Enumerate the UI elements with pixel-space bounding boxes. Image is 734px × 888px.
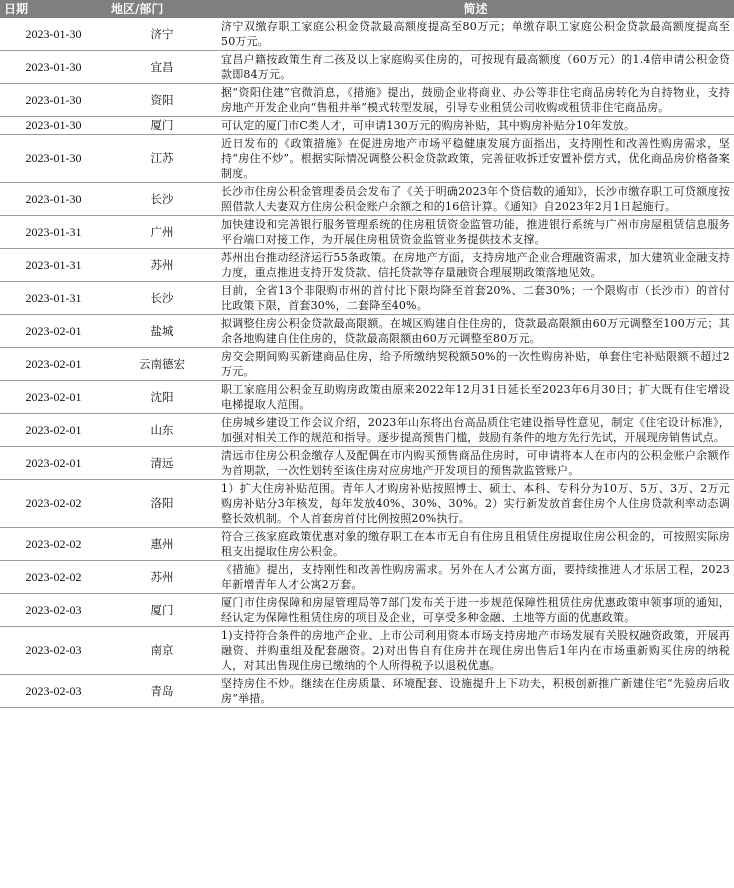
row-desc: 厦门市住房保障和房屋管理局等7部门发布关于进一步规范保障性租赁住房优惠政策申领事项的通知，经认定为保障性租赁住房的项目及企业，可享受多种金融、土地等方面的优惠政策。 bbox=[217, 594, 734, 627]
row-date: 2023-02-02 bbox=[0, 480, 107, 528]
table-row bbox=[0, 117, 734, 135]
row-desc: 据“资阳住建”官微消息，《措施》提出，鼓励企业将商业、办公等非住宅商品房转化为自持物业，支持房地产开发企业向“售租并举”模式转型发展，引导专业租赁公司收购或租赁非住宅商品房。 bbox=[217, 84, 734, 117]
row-region: 青岛 bbox=[107, 675, 217, 708]
table-row bbox=[0, 381, 734, 414]
row-region: 清远 bbox=[107, 447, 217, 480]
row-region: 长沙 bbox=[107, 183, 217, 216]
row-desc: 宜昌户籍按政策生育二孩及以上家庭购买住房的，可按现有最高额度（60万元）的1.4倍申请公积金贷款即84万元。 bbox=[217, 51, 734, 84]
row-date: 2023-02-01 bbox=[0, 381, 107, 414]
row-region: 宜昌 bbox=[107, 51, 217, 84]
table-row bbox=[0, 51, 734, 84]
header-region: 地区/部门 bbox=[107, 0, 217, 18]
table-row bbox=[0, 561, 734, 594]
row-date: 2023-01-31 bbox=[0, 249, 107, 282]
row-region: 惠州 bbox=[107, 528, 217, 561]
table-row bbox=[0, 348, 734, 381]
row-desc: 符合三孩家庭政策优惠对象的缴存职工在本市无自有住房且租赁住房提取住房公积金的，可按照实际房租支出提取住房公积金。 bbox=[217, 528, 734, 561]
row-desc: 清远市住房公积金缴存人及配偶在市内购买预售商品住房时，可申请将本人在市内的公积金账户余额作为首期款，一次性划转至该住房对应房地产开发项目的预售款监管账户。 bbox=[217, 447, 734, 480]
row-desc: 住房城乡建设工作会议介绍，2023年山东将出台高品质住宅建设指导性意见，制定《住宅设计标准》，加强对相关工作的规范和指导。逐步提高预售门槛，鼓励有条件的地方先行先试，开展现房销售试点。 bbox=[217, 414, 734, 447]
row-date: 2023-02-01 bbox=[0, 348, 107, 381]
row-date: 2023-01-30 bbox=[0, 18, 107, 51]
table-row bbox=[0, 315, 734, 348]
table-row bbox=[0, 216, 734, 249]
table-header-row bbox=[0, 0, 734, 18]
row-region: 厦门 bbox=[107, 594, 217, 627]
row-region: 苏州 bbox=[107, 249, 217, 282]
row-desc: 目前，全省13个非限购市州的首付比下限均降至首套20%、二套30%；一个限购市（长沙市）的首付比政策下限，首套30%，二套降至40%。 bbox=[217, 282, 734, 315]
table-row bbox=[0, 135, 734, 183]
row-date: 2023-01-30 bbox=[0, 51, 107, 84]
row-region: 沈阳 bbox=[107, 381, 217, 414]
table-row bbox=[0, 594, 734, 627]
row-desc: 房交会期间购买新建商品住房，给予所缴纳契税额50%的一次性购房补贴，单套住宅补贴限额不超过2万元。 bbox=[217, 348, 734, 381]
row-date: 2023-02-02 bbox=[0, 528, 107, 561]
row-region: 广州 bbox=[107, 216, 217, 249]
row-date: 2023-01-31 bbox=[0, 216, 107, 249]
table-row bbox=[0, 447, 734, 480]
table-row bbox=[0, 183, 734, 216]
row-region: 厦门 bbox=[107, 117, 217, 135]
row-date: 2023-02-01 bbox=[0, 414, 107, 447]
row-date: 2023-02-01 bbox=[0, 315, 107, 348]
row-date: 2023-01-30 bbox=[0, 135, 107, 183]
row-date: 2023-02-03 bbox=[0, 627, 107, 675]
row-region: 长沙 bbox=[107, 282, 217, 315]
row-region: 资阳 bbox=[107, 84, 217, 117]
row-date: 2023-02-03 bbox=[0, 675, 107, 708]
table-row bbox=[0, 18, 734, 51]
row-region: 云南德宏 bbox=[107, 348, 217, 381]
table-row bbox=[0, 84, 734, 117]
table-row bbox=[0, 282, 734, 315]
table-body bbox=[0, 18, 734, 708]
row-desc: 加快建设和完善银行服务管理系统的住房租赁资金监管功能，推进银行系统与广州市房屋租赁信息服务平台端口对接工作，为开展住房租赁资金监管业务提供技术支撑。 bbox=[217, 216, 734, 249]
row-date: 2023-02-01 bbox=[0, 447, 107, 480]
row-desc: 《措施》提出，支持刚性和改善性购房需求。另外在人才公寓方面，要持续推进人才乐居工程，2023年新增青年人才公寓2万套。 bbox=[217, 561, 734, 594]
row-desc: 苏州出台推动经济运行55条政策。在房地产方面，支持房地产企业合理融资需求，加大建筑业金融支持力度，重点推进支持开发贷款、信托贷款等存量融资合理展期政策落地见效。 bbox=[217, 249, 734, 282]
row-date: 2023-02-03 bbox=[0, 594, 107, 627]
row-desc: 1)支持符合条件的房地产企业、上市公司利用资本市场支持房地产市场发展有关股权融资政策，开展再融资、并购重组及配套融资。2)对出售自有住房并在现住房出售后1年内在市场重新购买住房的纳税人，对其出售现住房已缴纳的个人所得税予以退税优惠。 bbox=[217, 627, 734, 675]
table-row bbox=[0, 414, 734, 447]
row-region: 洛阳 bbox=[107, 480, 217, 528]
row-region: 盐城 bbox=[107, 315, 217, 348]
row-desc: 坚持房住不炒。继续在住房质量、环境配套、设施提升上下功夫，积极创新推广新建住宅“先验房后收房”举措。 bbox=[217, 675, 734, 708]
row-region: 南京 bbox=[107, 627, 217, 675]
table-row bbox=[0, 528, 734, 561]
header-desc: 简述 bbox=[217, 0, 734, 18]
row-region: 苏州 bbox=[107, 561, 217, 594]
table-row bbox=[0, 249, 734, 282]
row-date: 2023-01-30 bbox=[0, 183, 107, 216]
row-desc: 长沙市住房公积金管理委员会发布了《关于明确2023年个贷信数的通知》，长沙市缴存职工可贷额度按照借款人夫妻双方住房公积金账户余额之和的16倍计算。《通知》自2023年2月1日起施行。 bbox=[217, 183, 734, 216]
row-region: 山东 bbox=[107, 414, 217, 447]
row-desc: 职工家庭用公积金互助购房政策由原来2022年12月31日延长至2023年6月30日；扩大既有住宅增设电梯提取人范围。 bbox=[217, 381, 734, 414]
row-date: 2023-01-30 bbox=[0, 117, 107, 135]
row-date: 2023-01-30 bbox=[0, 84, 107, 117]
row-date: 2023-01-31 bbox=[0, 282, 107, 315]
row-region: 济宁 bbox=[107, 18, 217, 51]
table-row bbox=[0, 675, 734, 708]
table-row bbox=[0, 480, 734, 528]
row-region: 江苏 bbox=[107, 135, 217, 183]
table-row bbox=[0, 627, 734, 675]
row-desc: 济宁双缴存职工家庭公积金贷款最高额度提高至80万元；单缴存职工家庭公积金贷款最高额度提高至50万元。 bbox=[217, 18, 734, 51]
row-desc: 近日发布的《政策措施》在促进房地产市场平稳健康发展方面指出，支持刚性和改善性购房需求，坚持“房住不炒”。根据实际情况调整公积金贷款政策，完善征收拆迁安置补偿方式，优化商品房价格备案制度。 bbox=[217, 135, 734, 183]
header-date: 日期 bbox=[0, 0, 107, 18]
row-date: 2023-02-02 bbox=[0, 561, 107, 594]
row-desc: 拟调整住房公积金贷款最高限额。在城区购建自住住房的，贷款最高限额由60万元调整至100万元；其余各地购建自住住房的，贷款最高限额由60万元调整至80万元。 bbox=[217, 315, 734, 348]
row-desc: 可认定的厦门市C类人才，可申请130万元的购房补贴，其中购房补贴分10年发放。 bbox=[217, 117, 734, 135]
row-desc: 1）扩大住房补贴范围。青年人才购房补贴按照博士、硕士、本科、专科分为10万、5万、3万、2万元购房补贴分3年核发，每年发放40%、30%、30%。2）实行新发放首套住房个人住房贷款利率动态调整长效机制。个人首套房首付比例按照20%执行。 bbox=[217, 480, 734, 528]
